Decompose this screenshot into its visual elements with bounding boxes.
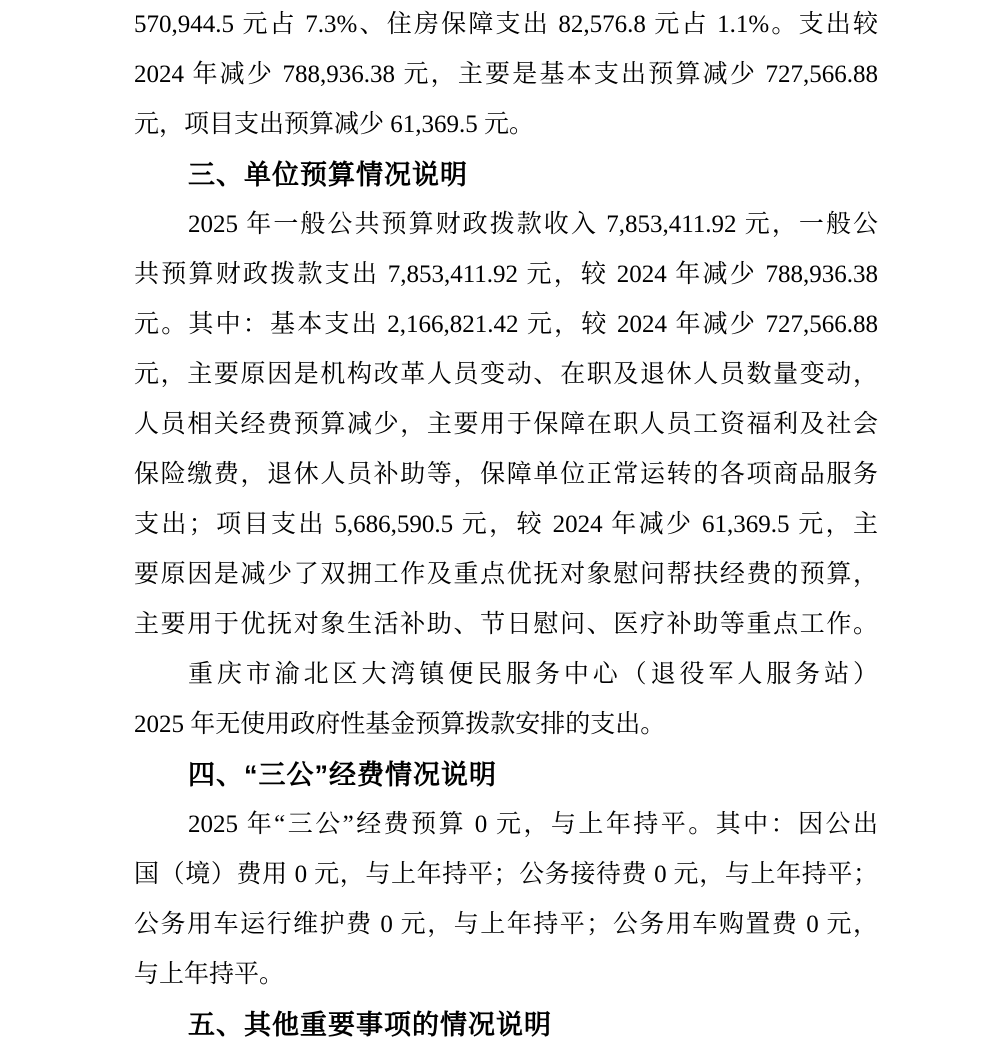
text-line: 元，主要原因是机构改革人员变动、在职及退休人员数量变动， xyxy=(134,361,878,388)
text-line: 2025 年一般公共预算财政拨款收入 7,853,411.92 元，一般公 xyxy=(188,211,878,238)
text-line: 共预算财政拨款支出 7,853,411.92 元，较 2024 年减少 788,936.38 xyxy=(134,261,878,288)
text-line: 主要用于优抚对象生活补助、节日慰问、医疗补助等重点工作。 xyxy=(134,611,878,638)
text-line: 2025 年“三公”经费预算 0 元，与上年持平。其中：因公出 xyxy=(188,811,878,838)
text-line: 公务用车运行维护费 0 元，与上年持平；公务用车购置费 0 元， xyxy=(134,911,878,938)
text-line: 支出；项目支出 5,686,590.5 元，较 2024 年减少 61,369.5 元，主 xyxy=(134,511,878,538)
text-line: 重庆市渝北区大湾镇便民服务中心（退役军人服务站） xyxy=(188,661,878,688)
text-line: 元，项目支出预算减少 61,369.5 元。 xyxy=(134,111,535,138)
text-line: 人员相关经费预算减少，主要用于保障在职人员工资福利及社会 xyxy=(134,411,878,438)
text-line: 要原因是减少了双拥工作及重点优抚对象慰问帮扶经费的预算， xyxy=(134,561,878,588)
text-line: 国（境）费用 0 元，与上年持平；公务接待费 0 元，与上年持平； xyxy=(134,861,878,888)
text-line: 2024 年减少 788,936.38 元，主要是基本支出预算减少 727,566.88 xyxy=(134,61,878,88)
text-line: 保险缴费，退休人员补助等，保障单位正常运转的各项商品服务 xyxy=(134,461,878,488)
text-line: 570,944.5 元占 7.3%、住房保障支出 82,576.8 元占 1.1%。支出较 xyxy=(134,11,878,38)
section-heading: 三、单位预算情况说明 xyxy=(188,160,468,190)
text-line: 元。其中：基本支出 2,166,821.42 元，较 2024 年减少 727,566.88 xyxy=(134,311,878,338)
section-heading: 五、其他重要事项的情况说明 xyxy=(188,1010,552,1040)
section-heading: 四、“三公”经费情况说明 xyxy=(188,760,497,790)
text-line: 2025 年无使用政府性基金预算拨款安排的支出。 xyxy=(134,711,666,738)
document-body xyxy=(134,0,878,1050)
text-line: 与上年持平。 xyxy=(134,961,285,988)
